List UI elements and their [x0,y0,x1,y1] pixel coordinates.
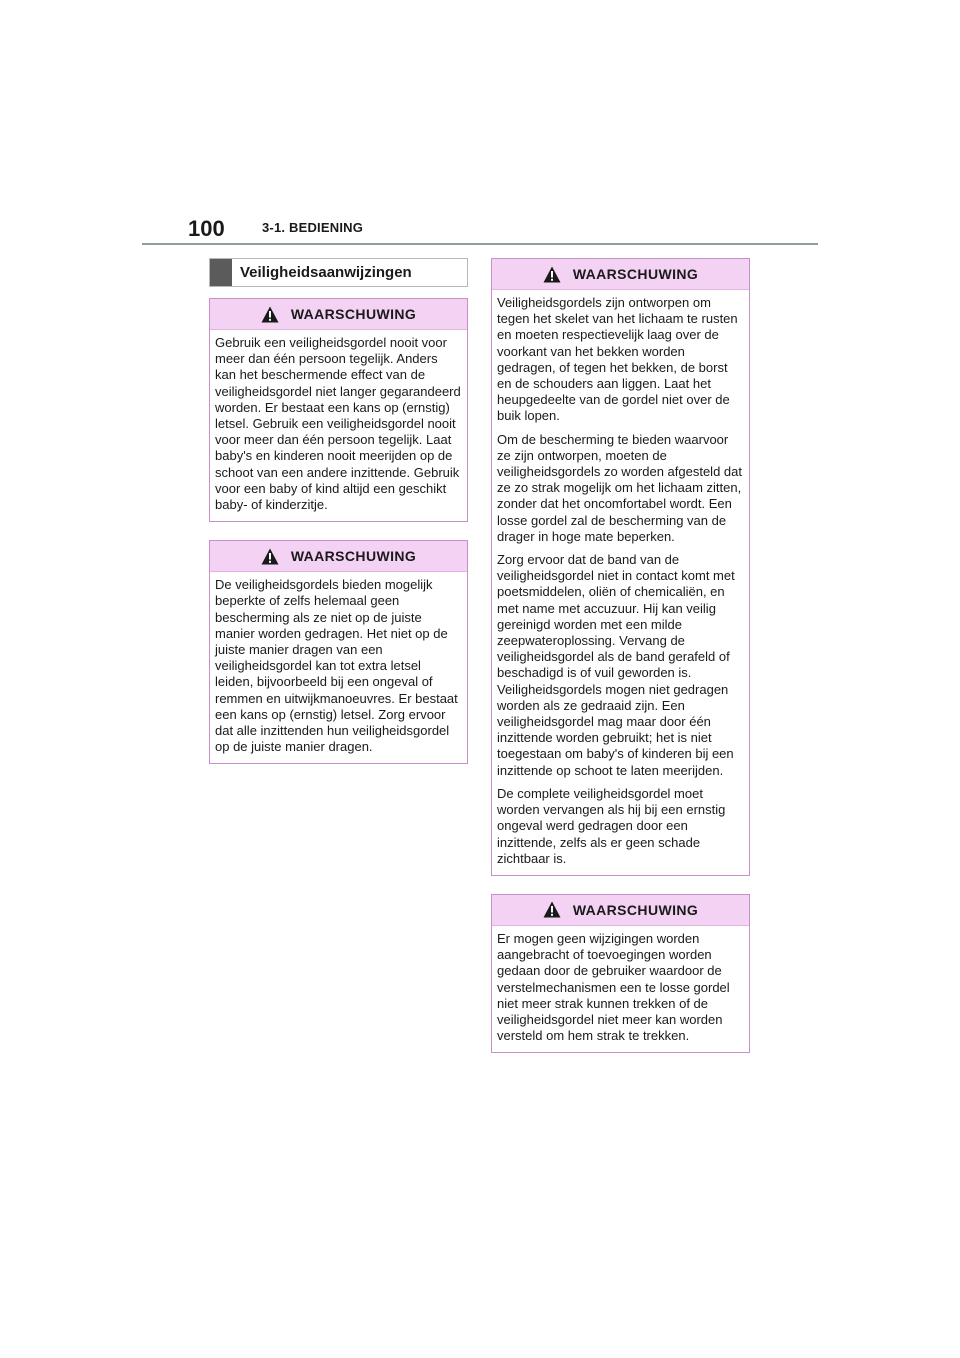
page-number: 100 [188,216,225,241]
warning-box [209,540,468,764]
section-heading [209,258,468,287]
warning-paragraph: De complete veiligheidsgordel moet worden vervangen als hij bij een ernstig ongeval werd gedragen door een inzittende, zelfs als er geen schade zichtbaar is. [497,785,726,866]
warning-triangle-icon [261,306,279,323]
warning-paragraph: Er mogen geen wijzigingen worden aangebracht of toevoegingen worden gedaan door de gebruiker waardoor de verstelmechanismen een te losse gordel niet meer strak kunnen trekken of de veiligheidsgordel niet meer kan worden versteld om hem strak te trekken. [497,930,730,1044]
warning-header [492,895,749,926]
warning-header [210,541,467,572]
warning-paragraph: Gebruik een veiligheidsgordel nooit voor meer dan één persoon tegelijk. Anders kan het beschermende effect van de veiligheidsgordel niet langer gegarandeerd worden. Er bestaat een kans op (ernstig) letsel. Gebruik een veiligheidsgordel nooit voor meer dan één persoon tegelijk. Laat baby's en kinderen nooit meerijden op de schoot van een andere inzittende. Gebruik voor een baby of kind altijd een geschikt baby- of kinderzitje. [215,335,461,513]
warning-title: WAARSCHUWING [572,901,699,918]
warning-paragraph: Zorg ervoor dat de band van de veiligheidsgordel niet in contact komt met poetsmiddelen, oliën of chemicaliën, en met name met accuzuur. Hij kan veilig gereinigd worden met een milde zeepwateroplossing. Vervang de veiligheidsgordel als de band gerafeld of beschadigd is of vuil geworden is. Veiligheidsgordels mogen niet gedragen worden als ze gedraaid zijn. Een veiligheidsgordel mag maar door één inzittende worden gebruikt; het is niet toegestaan om baby's of kinderen bij een inzittende op schoot te laten meerijden. [497,552,735,778]
warning-title: WAARSCHUWING [572,266,699,282]
warning-title: WAARSCHUWING [290,306,417,322]
warning-title: WAARSCHUWING [290,548,417,565]
warning-paragraph: De veiligheidsgordels bieden mogelijk beperkte of zelfs helemaal geen bescherming als ze niet op de juiste manier worden gedragen. Het niet op de juiste manier dragen van een veiligheidsgordel kan tot extra letsel leiden, bijvoorbeeld bij een ongeval of remmen en uitwijkmanoeuvres. Er bestaat een kans op (ernstig) letsel. Zorg ervoor dat alle inzittenden hun veiligheidsgordel op de juiste manier dragen. [215,577,458,755]
warning-triangle-icon [543,901,561,918]
warning-body [210,330,467,521]
warning-paragraph: Om de bescherming te bieden waarvoor ze zijn ontworpen, moeten de veiligheidsgordels zo worden afgesteld dat ze zo strak mogelijk om het lichaam zitten, zonder dat het oncomfortabel wordt. Een losse gordel zal de bescherming van de drager in hoge mate beperken. [497,431,742,544]
left-column [209,258,468,782]
warning-box [491,894,750,1053]
section-label: 3-1. BEDIENING [262,220,364,235]
warning-box [491,258,750,876]
warning-triangle-icon [543,266,561,283]
warning-body [210,572,467,763]
warning-body [492,926,749,1052]
right-column [491,258,750,1071]
heading-marker [210,259,232,286]
warning-header [492,259,749,290]
header-rule [142,243,818,245]
warning-body [492,290,749,875]
warning-paragraph: Veiligheidsgordels zijn ontworpen om tegen het skelet van het lichaam te rusten en moeten respectievelijk laag over de voorkant van het bekken worden gedragen, of tegen het bekken, de borst en de schouders aan liggen. Laat het heupgedeelte van de gordel niet over de buik lopen. [497,295,738,424]
warning-box [209,298,468,522]
section-heading-text: Veiligheidsaanwijzingen [240,264,412,281]
warning-triangle-icon [261,548,279,565]
warning-header [210,299,467,330]
